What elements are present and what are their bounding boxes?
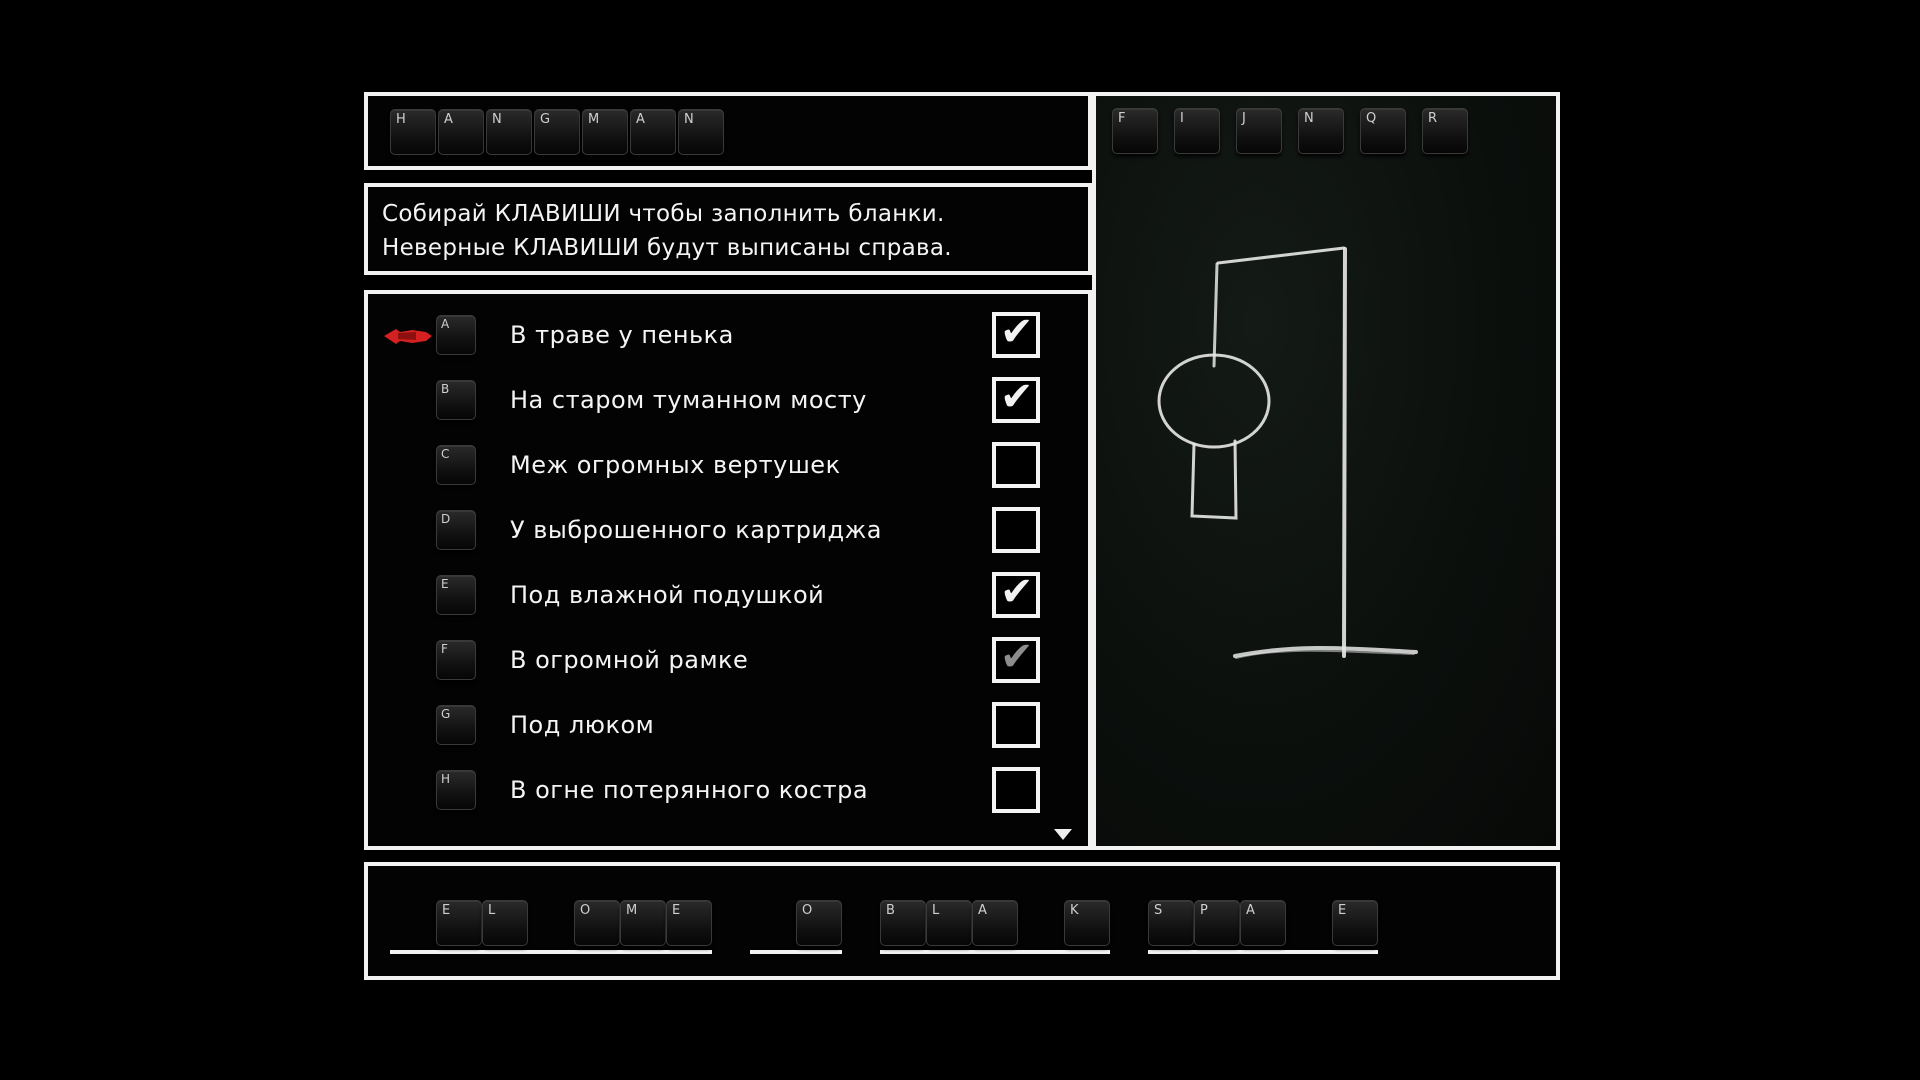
title-keycap-n-2	[486, 109, 532, 155]
keycap-letter: L	[488, 903, 497, 918]
answer-keycap-p-15	[1194, 900, 1240, 946]
answer-keycap-l-2	[482, 900, 528, 946]
clue-pointer-slot	[368, 640, 436, 680]
keycap-letter: N	[1304, 111, 1315, 126]
clue-keycap-h	[436, 770, 476, 810]
clue-keycap-slot	[436, 315, 492, 355]
clue-keycap-d	[436, 510, 476, 550]
clue-checkbox[interactable]	[992, 767, 1040, 813]
clue-label: В огромной рамке	[510, 645, 749, 674]
clue-keycap-e	[436, 575, 476, 615]
wrong-letter-keycap-q	[1360, 108, 1406, 154]
check-icon: ✔	[1000, 309, 1034, 355]
clue-label: В огне потерянного костра	[510, 775, 869, 804]
wrong-letter-keycap-j	[1236, 108, 1282, 154]
title-keycap-g-3	[534, 109, 580, 155]
keycap-letter: J	[1242, 111, 1247, 126]
clue-checkbox[interactable]	[992, 507, 1040, 553]
title-panel	[364, 92, 1092, 170]
clue-pointer-slot	[368, 770, 436, 810]
blank-underline	[482, 950, 528, 954]
answer-keycap-a-16	[1240, 900, 1286, 946]
blank-underline	[666, 950, 712, 954]
clue-label: Меж огромных вертушек	[510, 450, 841, 479]
keycap-letter: A	[441, 316, 451, 331]
clue-keycap-slot	[436, 445, 492, 485]
answer-keycap-l-10	[926, 900, 972, 946]
keycap-letter: R	[1428, 111, 1439, 126]
clue-label: На старом туманном мосту	[510, 385, 867, 414]
clue-pointer-slot	[368, 575, 436, 615]
keycap-letter: O	[580, 903, 592, 918]
check-icon: ✔	[1000, 569, 1034, 615]
keycap-letter: S	[1154, 903, 1164, 918]
keycap-letter: H	[441, 771, 452, 786]
wrong-letter-keycap-i	[1174, 108, 1220, 154]
clue-keycap-a	[436, 315, 476, 355]
answer-keycap-s-14	[1148, 900, 1194, 946]
answer-keycap-b-9	[880, 900, 926, 946]
pointing-hand-icon	[382, 323, 434, 349]
blank-underline	[926, 950, 972, 954]
wrong-letter-keycap-n	[1298, 108, 1344, 154]
clue-pointer-slot	[368, 380, 436, 420]
clue-list	[368, 302, 1088, 822]
instructions-panel	[364, 183, 1092, 275]
clue-pointer-slot	[368, 510, 436, 550]
clue-keycap-f	[436, 640, 476, 680]
clue-checkbox[interactable]	[992, 702, 1040, 748]
keycap-letter: K	[1070, 903, 1080, 918]
keycap-letter: N	[684, 112, 695, 127]
check-icon: ✔	[1000, 634, 1034, 680]
check-icon: ✔	[1000, 374, 1034, 420]
clue-label: У выброшенного картриджа	[510, 515, 882, 544]
clue-keycap-c	[436, 445, 476, 485]
answer-keycap-e-1	[436, 900, 482, 946]
clue-checkbox[interactable]	[992, 634, 1040, 683]
answer-keycap-o-4	[574, 900, 620, 946]
clue-row[interactable]	[368, 497, 1088, 562]
keycap-letter: G	[540, 112, 552, 127]
title-keycap-n-6	[678, 109, 724, 155]
clue-pointer-slot	[368, 705, 436, 745]
clue-row[interactable]	[368, 432, 1088, 497]
keycap-letter: E	[442, 903, 452, 918]
keycap-letter: D	[441, 511, 452, 526]
blank-underline	[390, 950, 436, 954]
clue-row[interactable]	[368, 367, 1088, 432]
keycap-letter: A	[1246, 903, 1256, 918]
clue-keycap-g	[436, 705, 476, 745]
clue-checkbox[interactable]	[992, 374, 1040, 423]
answer-keycap-m-5	[620, 900, 666, 946]
clue-row[interactable]	[368, 692, 1088, 757]
title-keycap-row	[390, 109, 1088, 155]
clue-keycap-slot	[436, 575, 492, 615]
keycap-letter: M	[588, 112, 601, 127]
keycap-letter: F	[441, 641, 449, 656]
answer-keycap-e-18	[1332, 900, 1378, 946]
clue-pointer-slot	[368, 445, 436, 485]
wrong-letter-keycap-r	[1422, 108, 1468, 154]
clue-row[interactable]	[368, 757, 1088, 822]
answer-blanks-panel	[364, 862, 1560, 980]
wrong-letter-keycap-f	[1112, 108, 1158, 154]
chevron-down-icon[interactable]	[1054, 829, 1072, 840]
wrong-letters-panel	[1092, 92, 1560, 850]
keycap-letter: C	[441, 446, 451, 461]
blank-underline	[972, 950, 1018, 954]
answer-keycap-a-11	[972, 900, 1018, 946]
clue-pointer-slot	[368, 315, 436, 355]
blank-underline	[1240, 950, 1286, 954]
blank-underline	[528, 950, 574, 954]
instructions-line-1: Собирай КЛАВИШИ чтобы заполнить бланки.	[382, 201, 945, 227]
keycap-letter: A	[636, 112, 646, 127]
clue-keycap-slot	[436, 770, 492, 810]
keycap-letter: N	[492, 112, 503, 127]
keycap-letter: G	[441, 706, 452, 721]
keycap-letter: F	[1118, 111, 1127, 126]
blank-underline	[1018, 950, 1064, 954]
clue-row[interactable]	[368, 627, 1088, 692]
keycap-letter: H	[396, 112, 407, 127]
answer-keycap-e-6	[666, 900, 712, 946]
clue-keycap-slot	[436, 705, 492, 745]
hangman-drawing-icon	[1096, 96, 1556, 846]
clue-label: Под люком	[510, 710, 655, 739]
blank-underline	[1064, 950, 1110, 954]
answer-keycap-o-8	[796, 900, 842, 946]
blank-underline	[880, 950, 926, 954]
blank-underline	[436, 950, 482, 954]
wrong-letters-keycap-row	[1112, 108, 1484, 154]
blank-underline	[574, 950, 620, 954]
blank-underline	[1194, 950, 1240, 954]
keycap-letter: L	[932, 903, 941, 918]
keycap-letter: A	[978, 903, 988, 918]
clue-checkbox[interactable]	[992, 442, 1040, 488]
keycap-letter: B	[441, 381, 451, 396]
keycap-letter: E	[672, 903, 682, 918]
clue-label: В траве у пенька	[510, 320, 734, 349]
clue-keycap-slot	[436, 380, 492, 420]
keycap-letter: O	[802, 903, 814, 918]
keycap-letter: B	[886, 903, 896, 918]
blank-underline	[750, 950, 796, 954]
clue-label: Под влажной подушкой	[510, 580, 825, 609]
clue-row[interactable]	[368, 302, 1088, 367]
clue-keycap-slot	[436, 510, 492, 550]
keycap-letter: M	[626, 903, 639, 918]
blank-underline	[796, 950, 842, 954]
blank-underline	[1286, 950, 1332, 954]
instructions-line-2: Неверные КЛАВИШИ будут выписаны справа.	[382, 235, 952, 261]
blank-underline	[620, 950, 666, 954]
title-keycap-a-5	[630, 109, 676, 155]
clue-row[interactable]	[368, 562, 1088, 627]
chalkboard	[1096, 96, 1556, 846]
blank-underline	[1332, 950, 1378, 954]
clue-keycap-slot	[436, 640, 492, 680]
title-keycap-m-4	[582, 109, 628, 155]
clue-keycap-b	[436, 380, 476, 420]
clue-checkbox[interactable]	[992, 309, 1040, 358]
keycap-letter: E	[1338, 903, 1348, 918]
keycap-letter: P	[1200, 903, 1209, 918]
blank-underline	[1148, 950, 1194, 954]
clue-checkbox[interactable]	[992, 569, 1040, 618]
title-keycap-a-1	[438, 109, 484, 155]
answer-keycap-k-13	[1064, 900, 1110, 946]
keycap-letter: I	[1180, 111, 1185, 126]
keycap-letter: E	[441, 576, 450, 591]
keycap-letter: A	[444, 112, 454, 127]
keycap-letter: Q	[1366, 111, 1378, 126]
clue-list-panel[interactable]	[364, 290, 1092, 850]
title-keycap-h-0	[390, 109, 436, 155]
